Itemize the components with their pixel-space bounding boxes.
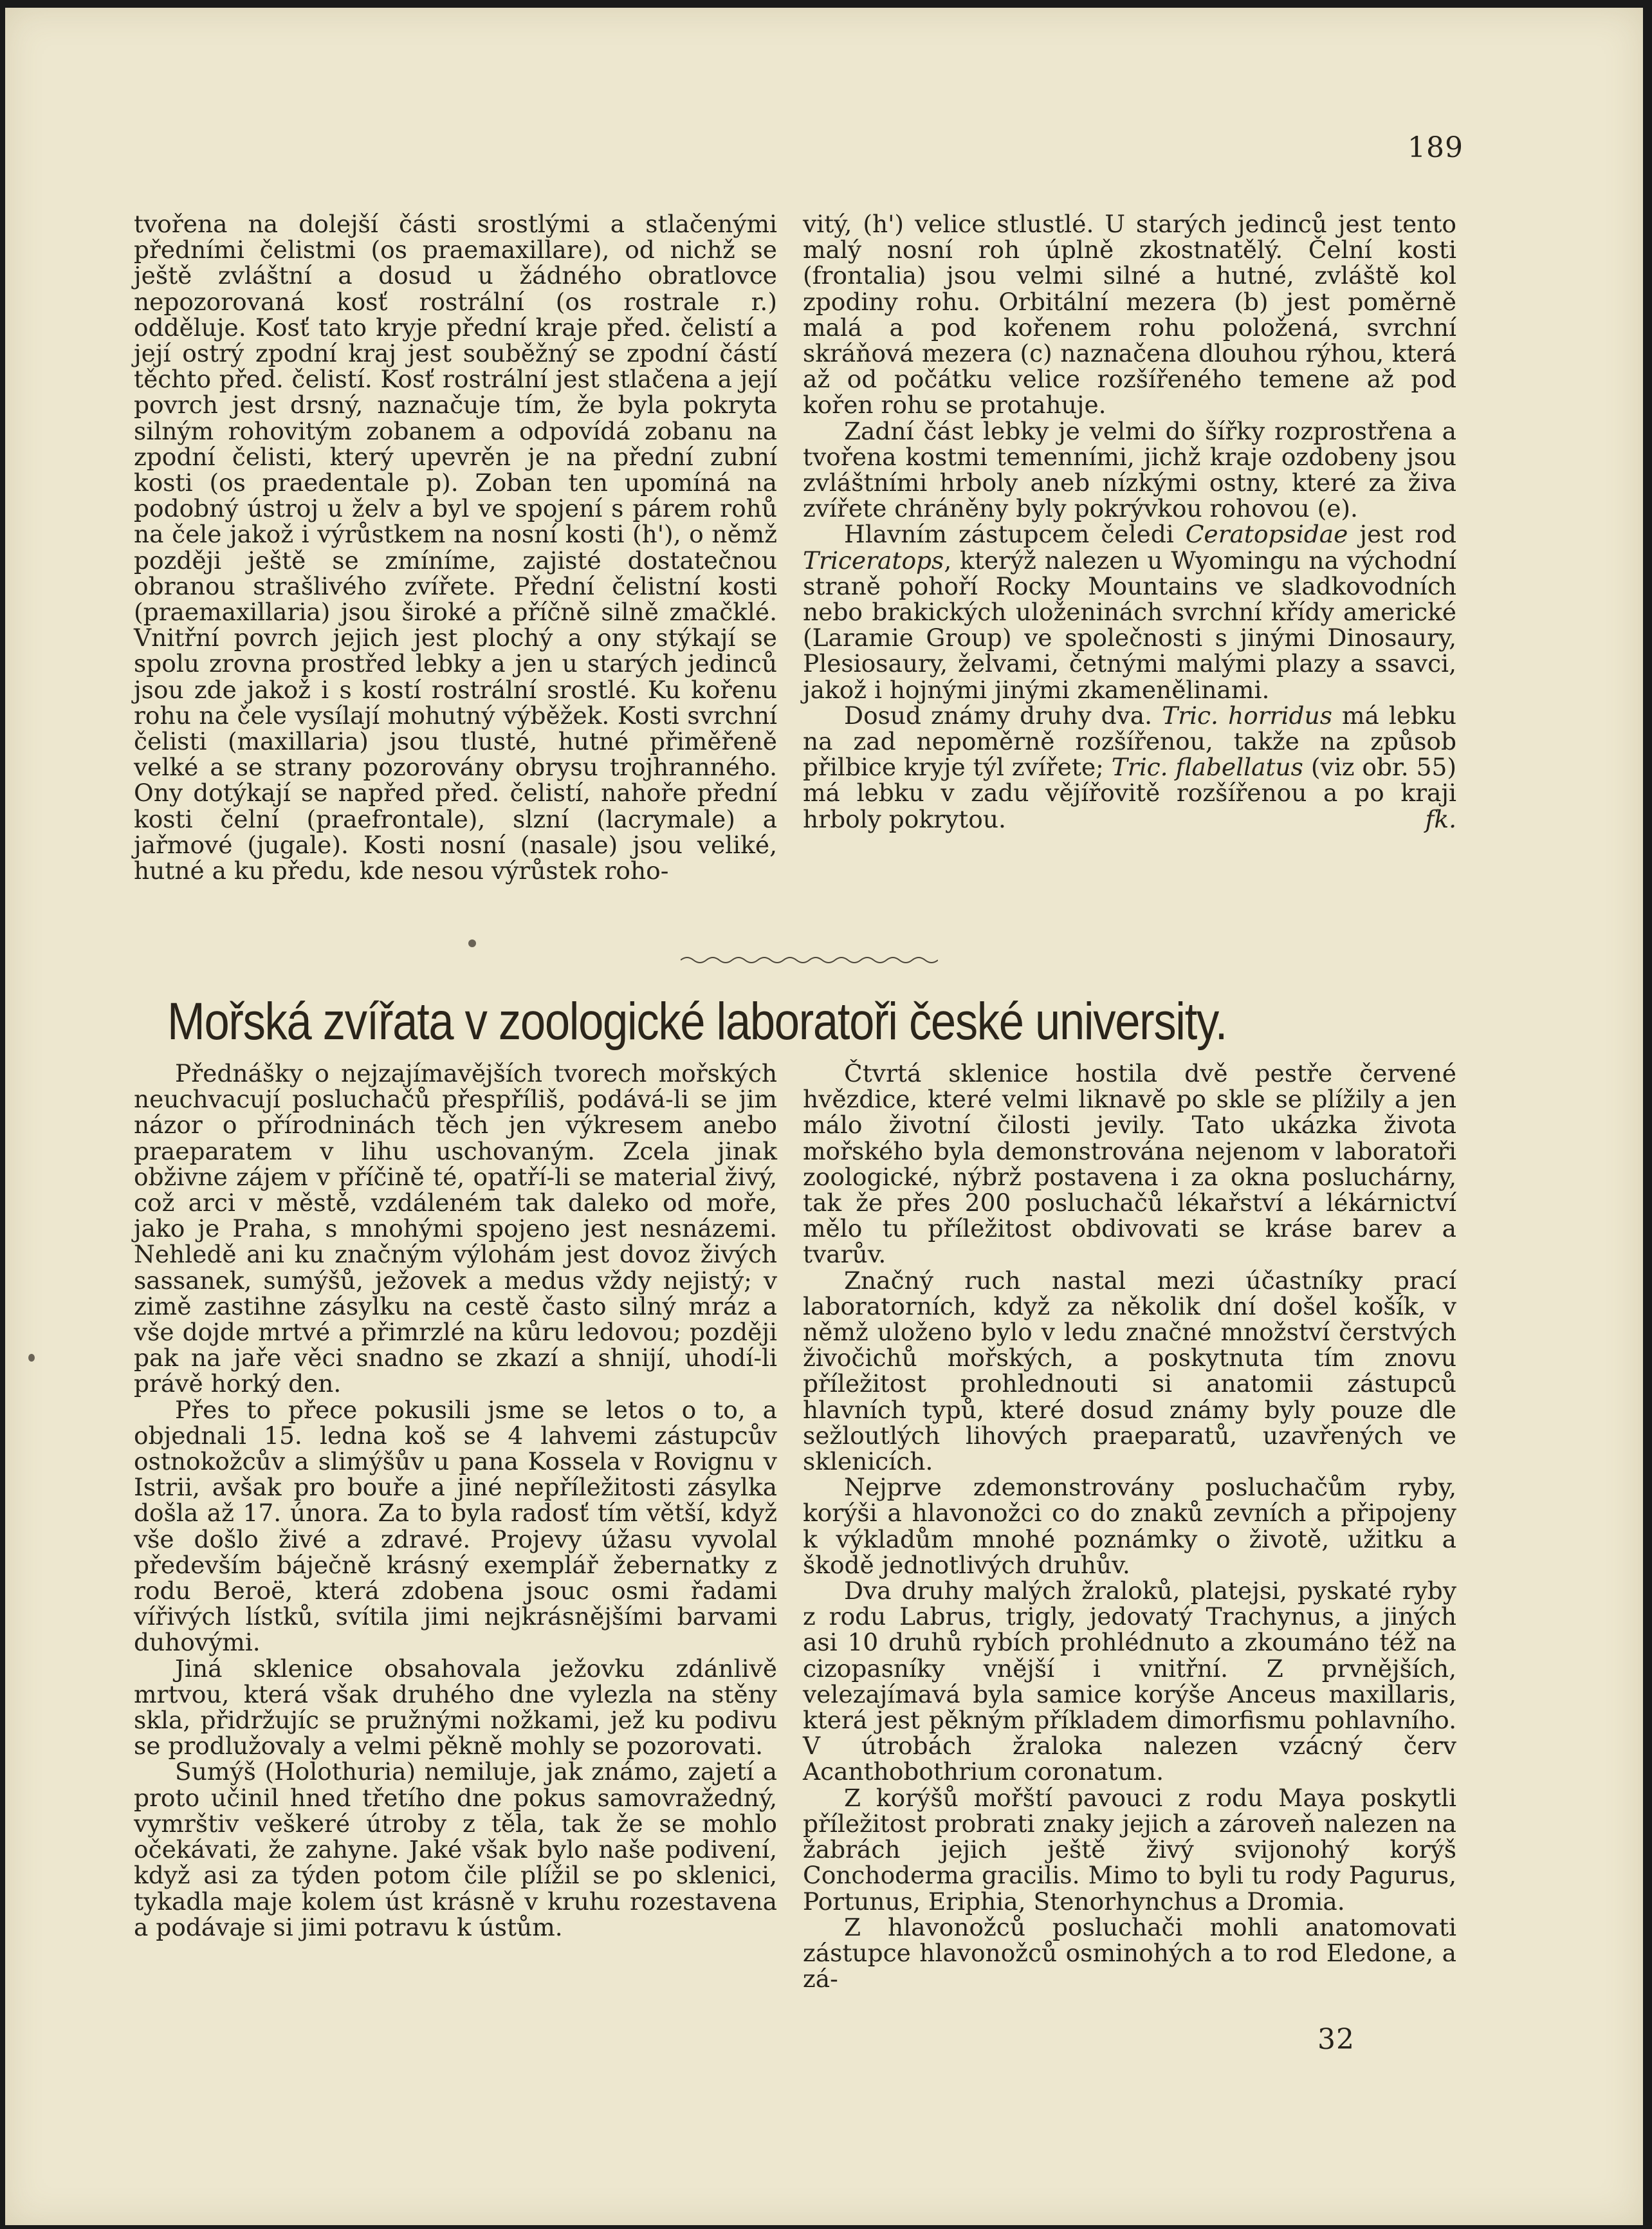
paragraph: Dva druhy malých žraloků, platejsi, pyskaté ryby z rodu Labrus, trigly, jedovatý Trachynus, a jiných asi 10 druhů rybích prohlédnuto a zkoumáno též na cizopasníky vnější i vnitřní. Z prvnějších, velezajímavá byla samice korýše Anceus maxillaris, která jest pěkným příkladem dimorfismu pohlavního. V útrobách žraloka nalezen vzácný červ Acanthobothrium coronatum. <box>803 1577 1456 1786</box>
paragraph <box>803 521 1456 702</box>
journal-page <box>5 8 1643 2225</box>
family-name: Ceratopsidae <box>1185 520 1348 549</box>
text-run: jest rod <box>1348 520 1456 549</box>
page-number-bottom: 32 <box>1317 2023 1355 2056</box>
paragraph: Z hlavonožců posluchači mohli anatomovati zástupce hlavonožců osminohých a to rod Eledone, a zá- <box>803 1912 1456 1993</box>
species-name: Tric. horridus <box>1162 701 1332 730</box>
paragraph: Sumýš (Holothuria) nemiluje, jak známo, zajetí a proto učinil hned třetího dne pokus samovražedný, vymrštiv veškeré útroby z těla, tak že se mohlo očekávati, že zahyne. Jaké však bylo naše podivení, když asi za týden potom čile plížil se po sklenici, tykadla maje kolem úst krásně v kruhu rozestavena a podávaje si jimi potravu k ústům. <box>134 1757 777 1941</box>
paragraph: Z korýšů mořští pavouci z rodu Maya poskytli příležitost probrati znaky jejich a zároveň nalezen na žabrách jejich ještě živý svijonohý korýš Conchoderma gracilis. Mimo to byli tu rody Pagurus, Portunus, Eriphia, Stenorhynchus a Dromia. <box>803 1783 1456 1916</box>
ink-speck <box>468 939 476 947</box>
article-title: Mořská zvířata v zoologické laboratoři české university. <box>167 992 1227 1051</box>
text-run: (viz obr. 55) má lebku v zadu vějířovitě rozšířenou a po kraji hrboly pokrytou. <box>803 753 1456 833</box>
paragraph: Jiná sklenice obsahovala ježovku zdánlivě mrtvou, která však druhého dne vylezla na stěny skla, přidržujíc se pružnými nožkami, jež ku podivu se prodlužovaly a velmi pěkně mohly se pozorovati. <box>134 1654 777 1761</box>
section-divider-ornament <box>681 954 938 967</box>
paragraph: Čtvrtá sklenice hostila dvě pestře červené hvězdice, které velmi liknavě po skle se plížily a jen málo životní čilosti jevily. Tato ukázka života mořského byla demonstrována nejenom v laboratoři zoologické, nýbrž postavena i za okna posluchárny, tak že přes 200 posluchačů lékařství a lékárnictví mělo tu příležitost obdivovati se kráse barev a tvarův. <box>803 1059 1456 1269</box>
paragraph: Přes to přece pokusili jsme se letos o to, a objednali 15. ledna koš se 4 lahvemi zástupcův ostnokožcův a slimýšův u pana Kossela v Rovignu v Istrii, avšak pro bouře a jiné nepříležitosti zásylka došla až 17. února. Za to byla radosť tím větší, když vše došlo živé a zdravé. Projevy úžasu vyvolal především báječně krásný exemplář žebernatky z rodu Beroë, která zdobena jsouc osmi řadami vířivých lístků, svítila jimi nejkrásnějšími barvami duhovými. <box>134 1395 777 1657</box>
paragraph: Zadní část lebky je velmi do šířky rozprostřena a tvořena kostmi temenními, jichž kraje ozdobeny jsou zvláštními hrboly aneb nízkými ostny, které za živa zvířete chráněny byly pokrývkou rohovou (e). <box>803 416 1456 523</box>
text-run: Dosud známy druhy dva. <box>844 701 1162 730</box>
genus-name: Triceratops <box>803 546 944 575</box>
paragraph: Přednášky o nejzajímavějších tvorech mořských neuchvacují posluchačů přespříliš, podává-li se jim názor o přírodninách těch jen výkresem anebo praeparatem v lihu uschovaným. Zcela jinak obživne zájem v příčině té, opatří-li se material živý, což arci v městě, vzdáleném tak daleko od moře, jako je Praha, s mnohými spojeno jest nesnázemi. Nehledě ani ku značným výlohám jest dovoz živých sassanek, sumýšů, ježovek a medus vždy nejistý; v zimě zastihne zásylku na cestě často silný mráz a vše dojde mrtvé a přimrzlé na kůru ledovou; později pak na jaře věci snadno se zkazí a shnijí, uhodí-li právě horký den. <box>134 1059 777 1398</box>
paragraph: tvořena na dolejší části srostlými a stlačenými předními čelistmi (os praemaxillare), od nichž se ještě zvláštní a dosud u žádného obratlovce nepozorovaná kosť rostrální (os rostrale r.) odděluje. Kosť tato kryje přední kraje před. čelistí a její ostrý zpodní kraj jest souběžný se zpodní částí těchto před. čelistí. Kosť rostrální jest stlačena a její povrch jest drsný, naznačuje tím, že byla pokryta silným rohovitým zobanem a odpovídá zobanu na zpodní čelisti, který upevrěn je na přední zubní kosti (os praedentale p). Zoban ten upomíná na podobný ústroj u želv a byl ve spojení s párem rohů na čele jakož i výrůstkem na nosní kosti (h'), o němž později ještě se zmíníme, zajisté dostatečnou obranou strašlivého zvířete. Přední čelistní kosti (praemaxillaria) jsou široké a příčně silně zmačklé. Vnitřní povrch jejich jest plochý a ony stýkají se spolu zrovna prostřed lebky a jen u starých jedinců jsou zde jakož i s kostí rostrální srostlé. Ku kořenu rohu na čele vysílají mohutný výběžek. Kosti svrchní čelisti (maxillaria) jsou tlusté, hutné přiměřeně velké a se strany pozorovány obrysu trojhranného. Ony dotýkají se napřed před. čelistí, nahoře přední kosti čelní (praefrontale), slzní (lacrymale) a jařmové (jugale). Kosti nosní (nasale) jsou veliké, hutné a ku předu, kde nesou výrůstek roho- <box>134 210 777 885</box>
ink-speck <box>28 1354 35 1362</box>
text-run: Hlavním zástupcem čeledi <box>844 520 1186 549</box>
paragraph: Značný ruch nastal mezi účastníky prací laboratorních, když za několik dní došel košík, v němž uloženo bylo v ledu značné množství čerstvých živočichů mořských, a poskytnuta tím znovu příležitost prohlednouti si anatomii zástupců hlavních typů, které dosud známy byly pouze dle sežloutlých lihových praeparatů, uzavřených ve sklenicích. <box>803 1266 1456 1476</box>
paragraph: Nejprve zdemonstrovány posluchačům ryby, korýši a hlavonožci co do znaků zevních a připojeny k výkladům mnohé poznámky o životě, užitku a škodě jednotlivých druhův. <box>803 1473 1456 1579</box>
paragraph <box>803 703 1456 832</box>
upper-left-column <box>134 211 777 883</box>
species-name: Tric. flabellatus <box>1111 753 1303 782</box>
author-signature: fk. <box>1425 804 1456 833</box>
lower-left-column <box>134 1060 777 1940</box>
upper-right-column <box>803 211 1456 832</box>
paragraph: vitý, (h') velice stlustlé. U starých jedinců jest tento malý nosní roh úplně zkostnatělý. Čelní kosti (frontalia) jsou velmi silné a hutné, zvláště kol zpodiny rohu. Orbitální mezera (b) jest poměrně malá a pod kořenem rohu položená, svrchní skráňová mezera (c) naznačena dlouhou rýhou, která až od počátku velice rozšířeného temene až pod kořen rohu se protahuje. <box>803 210 1456 420</box>
text-run: , kterýž nalezen u Wyomingu na východní straně pohoří Rocky Mountains ve sladkovodních nebo brakických uloženinách svrchní křídy americké (Laramie Group) ve společnosti s jinými Dinosaury, Plesiosaury, želvami, četnými malými plazy a ssavci, jakož i hojnými jinými zkamenělinami. <box>803 546 1456 704</box>
lower-right-column <box>803 1060 1456 1992</box>
page-number-top: 189 <box>1408 131 1464 164</box>
text-run: má lebku na zad nepoměrně rozšířenou, takže na způsob přilbice kryje týl zvířete; <box>803 701 1457 782</box>
